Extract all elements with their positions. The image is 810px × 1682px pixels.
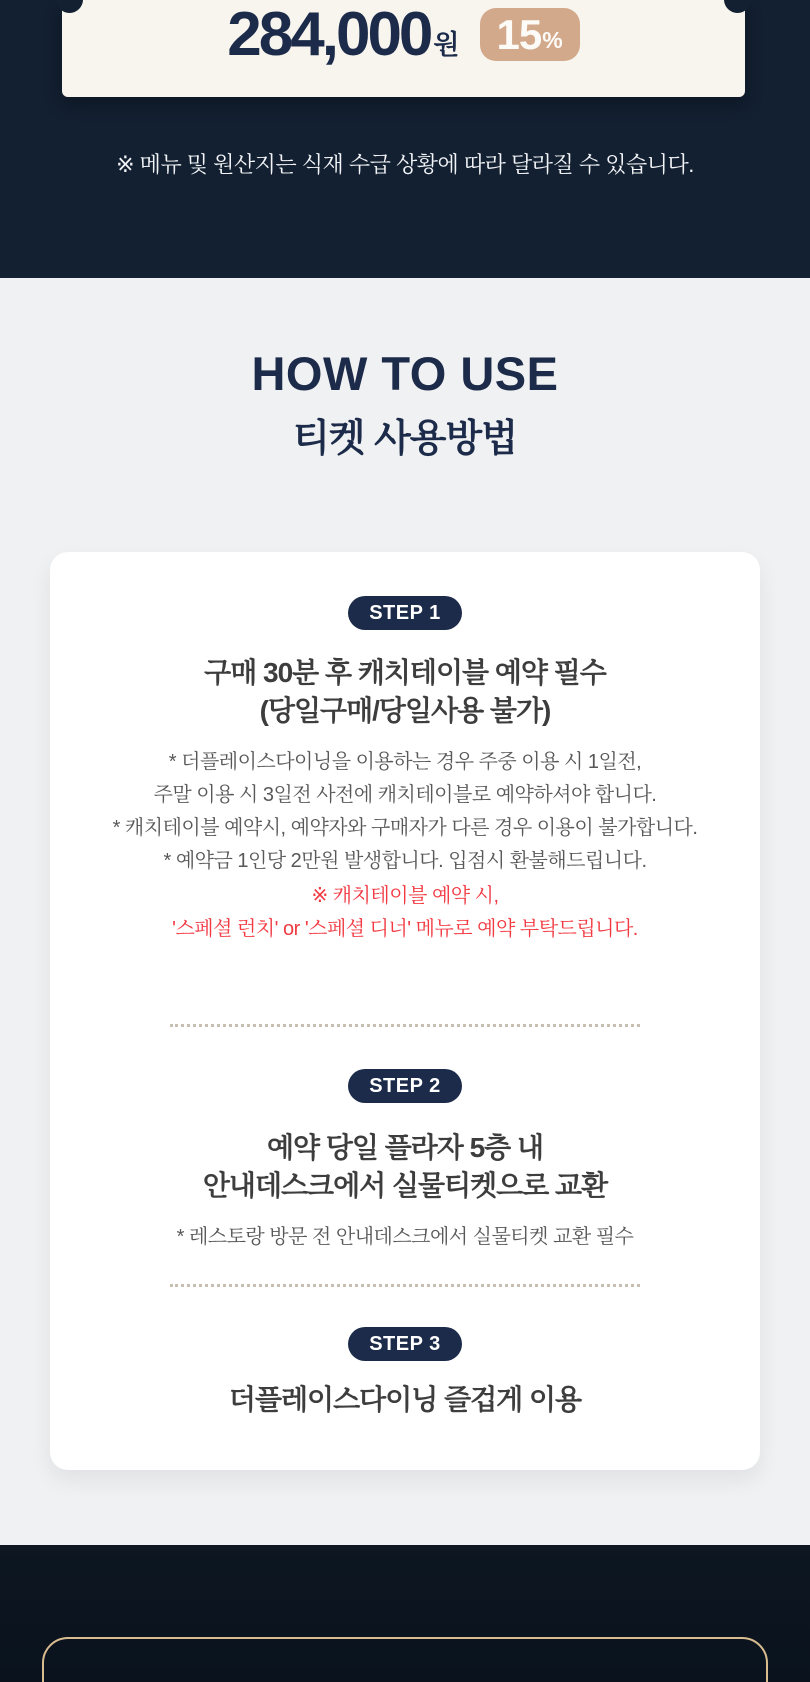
step-1-body-line2: 주말 이용 시 3일전 사전에 캐치테이블로 예약하셔야 합니다. bbox=[153, 784, 657, 806]
step-1-heading bbox=[50, 654, 760, 730]
step-3-heading bbox=[50, 1381, 760, 1419]
step-2-heading-line2: 안내데스크에서 실물티켓으로 교환 bbox=[202, 1170, 608, 1201]
price-amount: 284,000 bbox=[227, 0, 431, 69]
gold-frame bbox=[42, 1637, 768, 1682]
step-3-heading-line1: 더플레이스다이닝 즐겁게 이용 bbox=[228, 1384, 582, 1415]
top-section bbox=[0, 0, 810, 278]
step-divider-2 bbox=[170, 1284, 640, 1287]
step-1-red-notice bbox=[50, 880, 760, 946]
step-1-body-line4: * 예약금 1인당 2만원 발생합니다. 입점시 환불해드립니다. bbox=[163, 850, 647, 872]
price-row bbox=[62, 0, 745, 69]
step-2-heading bbox=[50, 1129, 760, 1205]
step-1-body bbox=[50, 746, 760, 878]
discount-value: 15 bbox=[496, 10, 542, 58]
discount-badge bbox=[480, 8, 580, 61]
steps-card bbox=[50, 552, 760, 1470]
step-1-heading-line1: 구매 30분 후 캐치테이블 예약 필수 bbox=[204, 657, 606, 688]
step-3-badge: STEP 3 bbox=[348, 1327, 462, 1361]
step-2-body bbox=[50, 1221, 760, 1254]
step-1-red-line1: ※ 캐치테이블 예약 시, bbox=[311, 885, 499, 907]
step-1-body-line3: * 캐치테이블 예약시, 예약자와 구매자가 다른 경우 이용이 불가합니다. bbox=[112, 817, 698, 839]
step-2-badge: STEP 2 bbox=[348, 1069, 462, 1103]
step-1-heading-line2: (당일구매/당일사용 불가) bbox=[259, 695, 551, 726]
step-1-red-line2: '스페셜 런치' or '스페셜 디너' 메뉴로 예약 부탁드립니다. bbox=[172, 918, 638, 940]
step-1-badge: STEP 1 bbox=[348, 596, 462, 630]
step-2-body-line1: * 레스토랑 방문 전 안내데스크에서 실물티켓 교환 필수 bbox=[176, 1226, 634, 1248]
step-1-body-line1: * 더플레이스다이닝을 이용하는 경우 주중 이용 시 1일전, bbox=[168, 751, 642, 773]
step-2-heading-line1: 예약 당일 플라자 5층 내 bbox=[266, 1132, 544, 1163]
price-currency: 원 bbox=[433, 30, 460, 60]
bottom-section bbox=[0, 1545, 810, 1682]
price-card bbox=[62, 0, 745, 97]
supply-notice: ※ 메뉴 및 원산지는 식재 수급 상황에 따라 달라질 수 있습니다. bbox=[116, 152, 694, 177]
discount-unit: % bbox=[542, 27, 563, 53]
how-to-use-section bbox=[0, 278, 810, 1545]
step-divider-1 bbox=[170, 1024, 640, 1027]
howto-title: HOW TO USE bbox=[251, 347, 559, 400]
howto-subtitle: 티켓 사용방법 bbox=[293, 418, 517, 460]
